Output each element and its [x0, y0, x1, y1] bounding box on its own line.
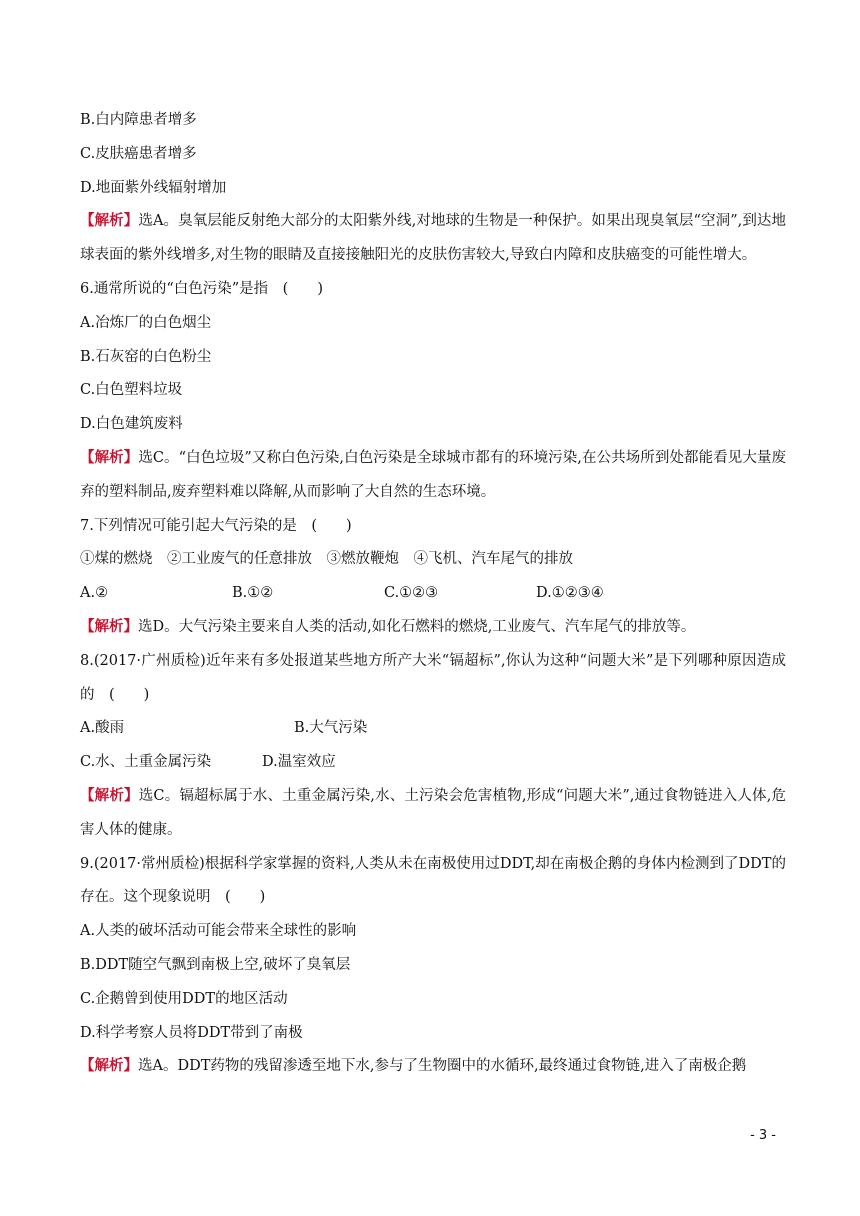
q6-stem: 6.通常所说的“白色污染”是指 ( ): [80, 280, 323, 297]
q7-option-c: C.①②③: [384, 585, 439, 602]
q8-analysis: [80, 780, 786, 848]
analysis-text: 选A。臭氧层能反射绝大部分的太阳紫外线,对地球的生物是一种保护。如果出现臭氧层“空洞”,到达地球表面的紫外线增多,对生物的眼睛及直接接触阳光的皮肤伤害较大,导致白内障和皮肤癌变的可能性增大。: [80, 213, 787, 264]
q8-option-d: D.温室效应: [262, 754, 336, 771]
analysis-label: 【解析】: [80, 787, 139, 804]
q5-analysis: [80, 205, 786, 273]
q9-stem: 9.(2017·常州质检)根据科学家掌握的资料,人类从未在南极使用过DDT,却在南极企鹅的身体内检测到了DDT的存在。这个现象说明 ( ): [80, 855, 786, 906]
q6-analysis: [80, 442, 786, 510]
q6-option-a: A.冶炼厂的白色烟尘: [80, 314, 212, 331]
q6-option-d: D.白色建筑废料: [80, 416, 183, 433]
q8-option-a: A.酸雨: [80, 720, 125, 737]
q5-option-d: D.地面紫外线辐射增加: [80, 179, 227, 196]
q7-analysis: [80, 611, 786, 645]
q5-option-c: C.皮肤癌患者增多: [80, 145, 197, 162]
analysis-label: 【解析】: [80, 1058, 138, 1075]
q8-option-b: B.大气污染: [294, 720, 368, 737]
q7-option-d: D.①②③④: [536, 585, 604, 602]
document-body: [80, 104, 786, 1084]
analysis-label: 【解析】: [80, 618, 138, 635]
q8-options-row2: [80, 746, 786, 780]
q5-option-b: B.白内障患者增多: [80, 112, 197, 128]
q7-stem: 7.下列情况可能引起大气污染的是 ( ): [80, 517, 352, 534]
q6-option-c: C.白色塑料垃圾: [80, 382, 183, 399]
analysis-text: 选D。大气污染主要来自人类的活动,如化石燃料的燃烧,工业废气、汽车尾气的排放等。: [138, 618, 696, 635]
analysis-label: 【解析】: [80, 213, 139, 230]
q8-option-c: C.水、土重金属污染: [80, 754, 212, 771]
q8-options-row1: [80, 712, 786, 746]
q9-option-b: B.DDT随空气飘到南极上空,破坏了臭氧层: [80, 956, 351, 973]
analysis-text: 选C。镉超标属于水、土重金属污染,水、土污染会危害植物,形成“问题大米”,通过食物链进入人体,危害人体的健康。: [80, 787, 786, 838]
q7-option-b: B.①②: [232, 585, 274, 602]
q6-option-b: B.石灰窑的白色粉尘: [80, 348, 212, 365]
analysis-label: 【解析】: [80, 449, 139, 466]
q8-stem: 8.(2017·广州质检)近年来有多处报道某些地方所产大米“镉超标”,你认为这种“问题大米”是下列哪种原因造成的 ( ): [80, 652, 786, 703]
q7-options: [80, 577, 786, 611]
q9-option-a: A.人类的破坏活动可能会带来全球性的影响: [80, 923, 357, 940]
analysis-text: 选A。DDT药物的残留渗透至地下水,参与了生物圈中的水循环,最终通过食物链,进入了南极企鹅: [138, 1058, 747, 1075]
page-number: - 3 -: [750, 1128, 776, 1143]
q9-option-d: D.科学考察人员将DDT带到了南极: [80, 1024, 303, 1041]
q7-option-a: A.②: [80, 585, 109, 602]
q9-analysis: [80, 1050, 786, 1084]
q9-option-c: C.企鹅曾到使用DDT的地区活动: [80, 990, 288, 1007]
analysis-text: 选C。“白色垃圾”又称白色污染,白色污染是全球城市都有的环境污染,在公共场所到处都能看见大量废弃的塑料制品,废弃塑料难以降解,从而影响了大自然的生态环境。: [80, 449, 786, 500]
q7-items: ①煤的燃烧 ②工业废气的任意排放 ③燃放鞭炮 ④飞机、汽车尾气的排放: [80, 551, 573, 568]
